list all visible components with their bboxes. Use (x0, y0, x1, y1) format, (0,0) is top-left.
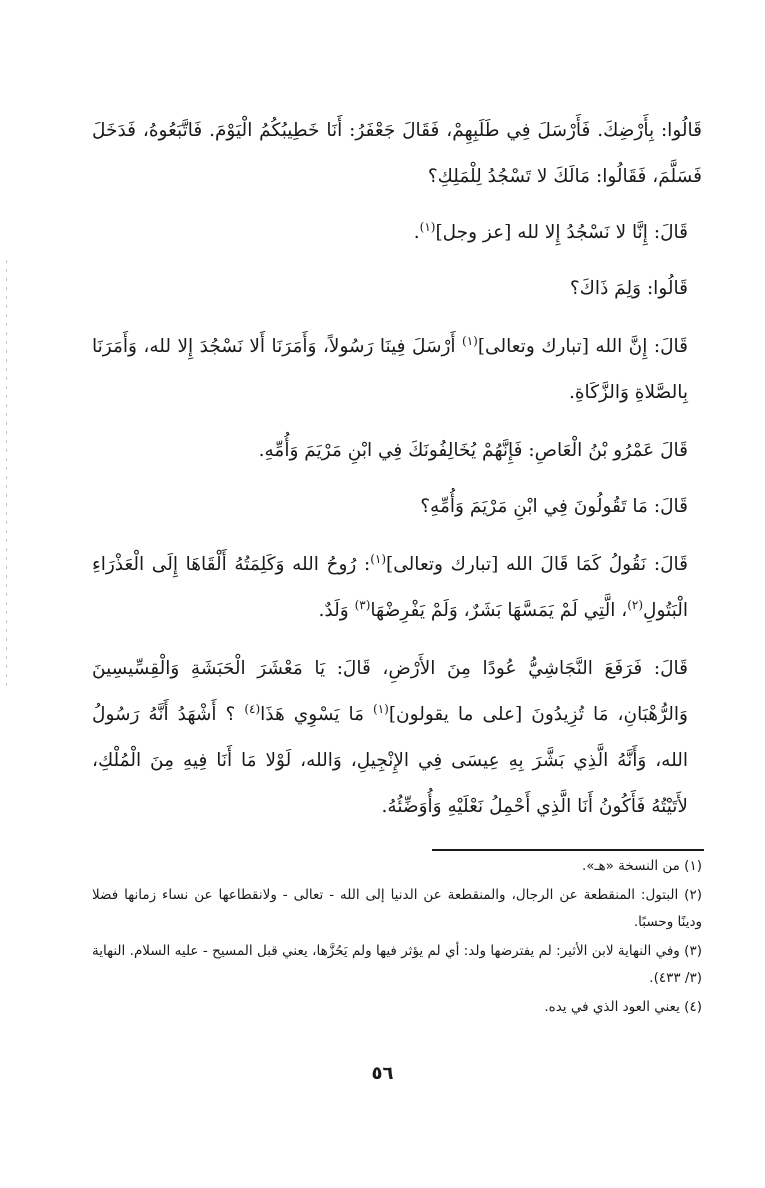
paragraph-7 (92, 542, 702, 634)
paragraph-3-text: قَالُوا: وَلِمَ ذَاكَ؟ (569, 278, 688, 299)
paragraph-6 (92, 484, 702, 530)
paragraph-4-text-b: أَرْسَلَ فِينَا رَسُولاً، وَأَمَرَنَا أَلا نَسْجُدَ إِلا لله، وَأَمَرَنَا بِالصَّلاةِ وَالزَّكَاةِ. (92, 336, 688, 403)
footnote-3: (٣) وفي النهاية لابن الأثير: لم يفترضها ولد: أي لم يؤثر فيها ولم يَحُزَّها، يعني قبل المسيح - عليه السلام. النهاية (٣/ ٤٣٣). (92, 943, 702, 986)
footnote-ref-2: (٢) (627, 597, 644, 612)
paragraph-8 (92, 646, 702, 830)
paragraph-7-text-d: وَلَدٌ. (318, 600, 349, 621)
paragraph-8-text-a: قَالَ: فَرَفَعَ النَّجَاشِيُّ عُودًا مِنَ الأَرْضِ، قَالَ: يَا مَعْشَرَ الْحَبَشَةِ وَالْقِسِّيسِينَ وَالرُّهْبَانِ، مَا تُزِيدُونَ [على ما يقولون] (92, 658, 688, 725)
footnotes (92, 853, 702, 1023)
footnote-1: (١) من النسخة «هـ». (581, 858, 702, 874)
paragraph-7-text-a: قَالَ: نَقُولُ كَمَا قَالَ الله [تبارك وتعالى] (386, 554, 688, 575)
footnote-ref-3: (٣) (354, 597, 371, 612)
main-text (92, 108, 702, 830)
paragraph-8-text-b: مَا يَسْوِي هَذَا (260, 704, 365, 725)
paragraph-4-text-a: قَالَ: إِنَّ الله [تبارك وتعالى] (477, 336, 688, 357)
paragraph-8-text-c: ؟ أَشْهَدُ أَنَّهُ رَسُولُ الله، وَأَنَّهُ الَّذِي بَشَّرَ بِهِ عِيسَى فِي الإِنْجِيلِ، وَالله، لَوْلا مَا أَنَا فِيهِ مِنَ الْمُلْكِ، لأَتَيْتُهُ فَأَكُونُ أَنَا الَّذِي أَحْمِلُ نَعْلَيْهِ وَأُوَضِّئُهُ. (92, 704, 688, 817)
paragraph-5 (92, 428, 702, 474)
footnote-ref-4: (٤) (244, 701, 261, 716)
footnote-ref-1c: (١) (370, 551, 387, 566)
footnote-separator (432, 849, 704, 851)
footnote-4: (٤) يعني العود الذي في يده. (544, 999, 702, 1015)
footnote-ref-1b: (١) (462, 333, 478, 348)
paragraph-5-text: قَالَ عَمْرُو بْنُ الْعَاصِ: فَإِنَّهُمْ يُخَالِفُونَكَ فِي ابْنِ مَرْيَمَ وَأُمِّهِ. (258, 440, 688, 461)
paragraph-4 (92, 324, 702, 416)
footnote-2: (٢) البتول: المنقطعة عن الرجال، والمنقطعة عن الدنيا إلى الله - تعالى - ولانقطاعها عن نساء زمانها فضلا ودينًا وحسبًا. (92, 887, 702, 930)
scan-edge-mark (6, 260, 7, 690)
paragraph-1-line-1: قَالُوا: بِأَرْضِكَ. فَأَرْسَلَ فِي طَلَبِهِمْ، فَقَالَ جَعْفَرُ: أَنَا خَطِيبُكُمُ الْيَوْمَ. (209, 120, 702, 141)
page-number: ٥٦ (371, 1063, 394, 1084)
paragraph-2-text: قَالَ: إِنَّا لا نَسْجُدُ إِلا لله [عز وجل] (435, 222, 688, 243)
paragraph-1 (92, 108, 702, 200)
footnote-ref-1: (١) (419, 219, 436, 234)
footnote-ref-1d: (١) (373, 701, 389, 716)
paragraph-1-line-2: فَاتَّبَعُوهُ، فَدَخَلَ فَسَلَّمَ، فَقَالُوا: مَالَكَ لا تَسْجُدُ لِلْمَلِكِ؟ (92, 120, 702, 187)
paragraph-6-text: قَالَ: مَا تَقُولُونَ فِي ابْنِ مَرْيَمَ وَأُمِّهِ؟ (420, 496, 688, 517)
paragraph-2 (92, 210, 702, 256)
paragraph-7-text-c: ، الَّتِي لَمْ يَمَسَّهَا بَشَرٌ، وَلَمْ يَفْرِضْهَا (370, 600, 628, 621)
paragraph-2-end: . (413, 222, 420, 243)
paragraph-7-text-b: : رُوحُ الله وَكَلِمَتُهُ أَلْقَاهَا إِلَى الْعَذْرَاءِ الْبَتُولِ (92, 554, 688, 621)
paragraph-3 (92, 266, 702, 312)
